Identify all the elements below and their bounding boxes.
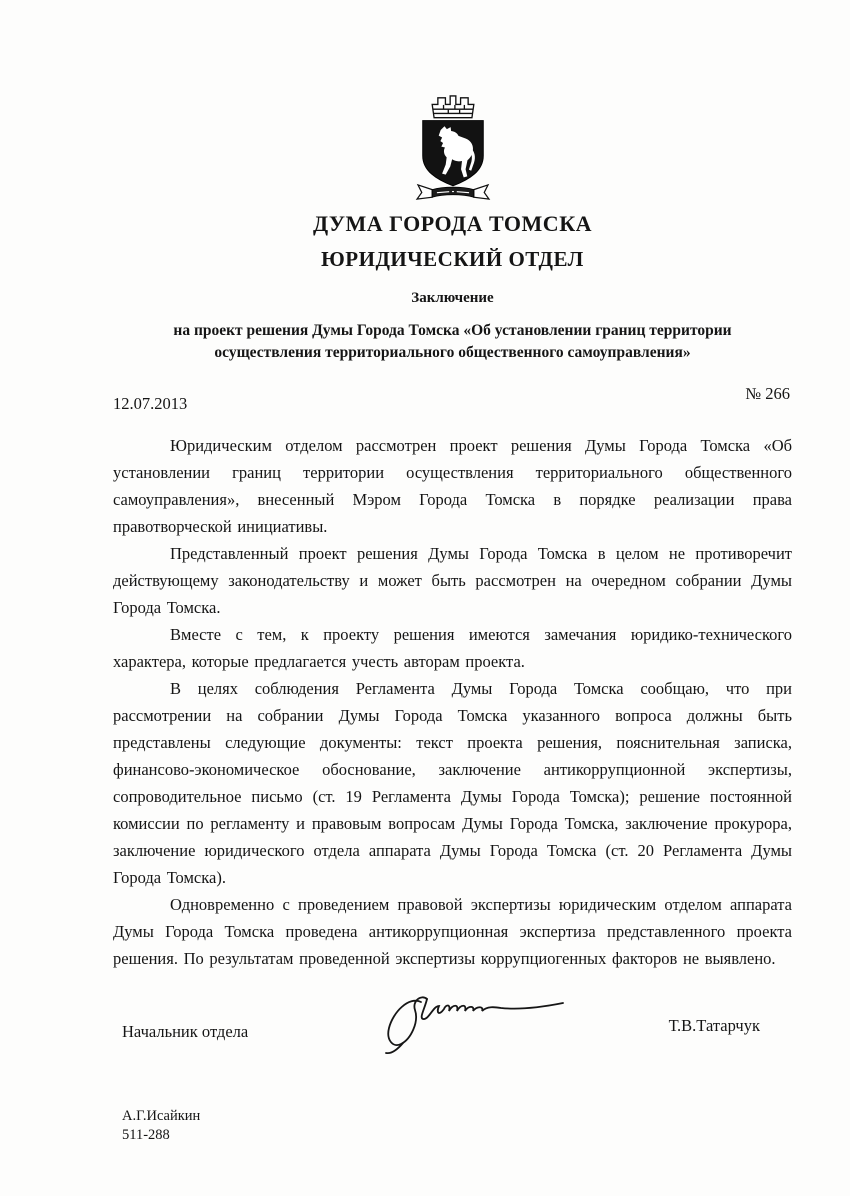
dept-name: ЮРИДИЧЕСКИЙ ОТДЕЛ <box>321 247 584 271</box>
doc-title: Заключение <box>411 290 494 306</box>
executor-phone: 511-288 <box>122 1127 170 1143</box>
crown-icon <box>432 96 474 118</box>
executor-block <box>113 1107 792 1145</box>
body-paragraph: Юридическим отделом рассмотрен проект решения Думы Города Томска «Об установлении границ территории осуществления территориального общественного самоуправления», внесенный Мэром Города Томска в порядке реализации права правотворческой инициативы. <box>113 436 792 536</box>
doc-date: 12.07.2013 <box>113 394 188 413</box>
handwritten-signature-icon <box>381 986 571 1063</box>
ribbon-icon <box>417 185 489 199</box>
doc-meta <box>113 384 792 426</box>
doc-subject-line-1: на проект решения Думы Города Томска «Об установлении границ территории <box>173 322 732 339</box>
executor-name: А.Г.Исайкин <box>122 1108 201 1124</box>
doc-number: № 266 <box>745 384 790 403</box>
doc-body <box>113 432 792 972</box>
signature-name: Т.В.Татарчук <box>668 1016 760 1035</box>
body-paragraph: В целях соблюдения Регламента Думы Города Томска сообщаю, что при рассмотрении на собрании Думы Города Томска указанного вопроса должны быть представлены следующие документы: текст проекта решения, пояснительная записка, финансово-экономическое обоснование, заключение антикоррупционной экспертизы, сопроводительное письмо (ст. 19 Регламента Думы Города Томска); решение постоянной комиссии по регламенту и правовым вопросам Думы Города Томска, заключение прокурора, заключение юридического отдела аппарата Думы Города Томска (ст. 20 Регламента Думы Города Томска). <box>113 679 792 887</box>
tomsk-coat-of-arms-icon <box>405 0 501 206</box>
org-name: ДУМА ГОРОДА ТОМСКА <box>312 211 593 236</box>
body-paragraph: Представленный проект решения Думы Города Томска в целом не противоречит действующему законодательству и может быть рассмотрен на очередном собрании Думы Города Томска. <box>113 544 792 617</box>
body-paragraph: Одновременно с проведением правовой экспертизы юридическим отделом аппарата Думы Города Томска проведена антикоррупционная экспертиза представленного проекта решения. По результатам проведенной экспертизы коррупциогенных факторов не выявлено. <box>113 895 792 968</box>
body-paragraph: Вместе с тем, к проекту решения имеются замечания юридико-технического характера, которые предлагается учесть авторам проекта. <box>113 625 792 671</box>
doc-subject-line-2: осуществления территориального общественного самоуправления» <box>214 344 691 361</box>
signature-position: Начальник отдела <box>122 1022 249 1041</box>
signature-block <box>113 992 792 1062</box>
doc-subject <box>113 320 792 364</box>
shield-icon <box>422 121 483 186</box>
